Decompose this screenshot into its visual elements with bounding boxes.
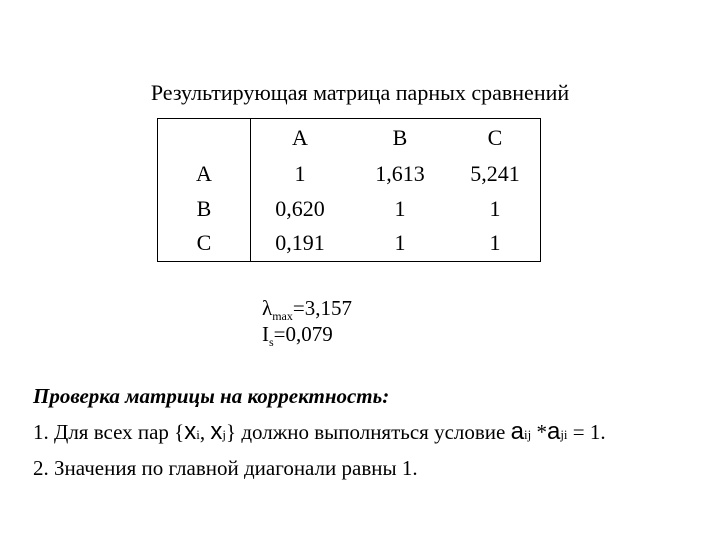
cell-c-b: 1 xyxy=(394,230,406,255)
is-subscript: s xyxy=(269,335,274,349)
row-label-a: A xyxy=(196,161,212,186)
check-item-2: 2. Значения по главной диагонали равны 1. xyxy=(33,456,418,480)
row-label-c: C xyxy=(196,230,212,255)
item1-i-index: i xyxy=(196,427,200,442)
item1-prefix: 1. Для всех пар { xyxy=(33,420,185,444)
cell-b-c: 1 xyxy=(489,196,501,221)
is-symbol: I xyxy=(262,322,269,346)
cell-a-c: 5,241 xyxy=(470,161,520,186)
lambda-subscript: max xyxy=(272,309,293,323)
row-label-b: B xyxy=(196,196,212,221)
is-value: =0,079 xyxy=(273,322,333,346)
lambda-value: =3,157 xyxy=(292,296,352,320)
item1-j-index: j xyxy=(222,427,227,442)
cell-a-a: 1 xyxy=(294,161,306,186)
column-header-c: C xyxy=(487,125,503,150)
cell-b-a: 0,620 xyxy=(275,196,325,221)
item1-a-ji: a xyxy=(546,418,561,445)
column-header-b: B xyxy=(392,125,408,150)
cell-c-c: 1 xyxy=(489,230,501,255)
check-heading: Проверка матрицы на корректность: xyxy=(33,384,390,408)
item1-ij-index: ij xyxy=(523,427,532,442)
item1-xi: x xyxy=(184,418,197,445)
check-item-1 xyxy=(33,418,606,446)
cell-b-b: 1 xyxy=(394,196,406,221)
item1-end: = 1. xyxy=(567,420,606,444)
cell-c-a: 0,191 xyxy=(275,230,325,255)
cell-a-b: 1,613 xyxy=(375,161,425,186)
pairwise-matrix-table xyxy=(157,118,541,262)
lambda-symbol: λ xyxy=(262,296,273,320)
item1-a-ij: a xyxy=(510,418,524,445)
item1-xj: x xyxy=(210,418,223,445)
item1-star: * xyxy=(531,420,547,444)
consistency-index-line xyxy=(262,322,333,354)
item1-separator: , xyxy=(199,420,211,444)
item1-middle: } должно выполняться условие xyxy=(226,420,511,444)
item1-ji-index: ji xyxy=(560,427,568,442)
matrix-title: Результирующая матрица парных сравнений xyxy=(150,80,570,105)
column-header-a: A xyxy=(292,125,308,150)
